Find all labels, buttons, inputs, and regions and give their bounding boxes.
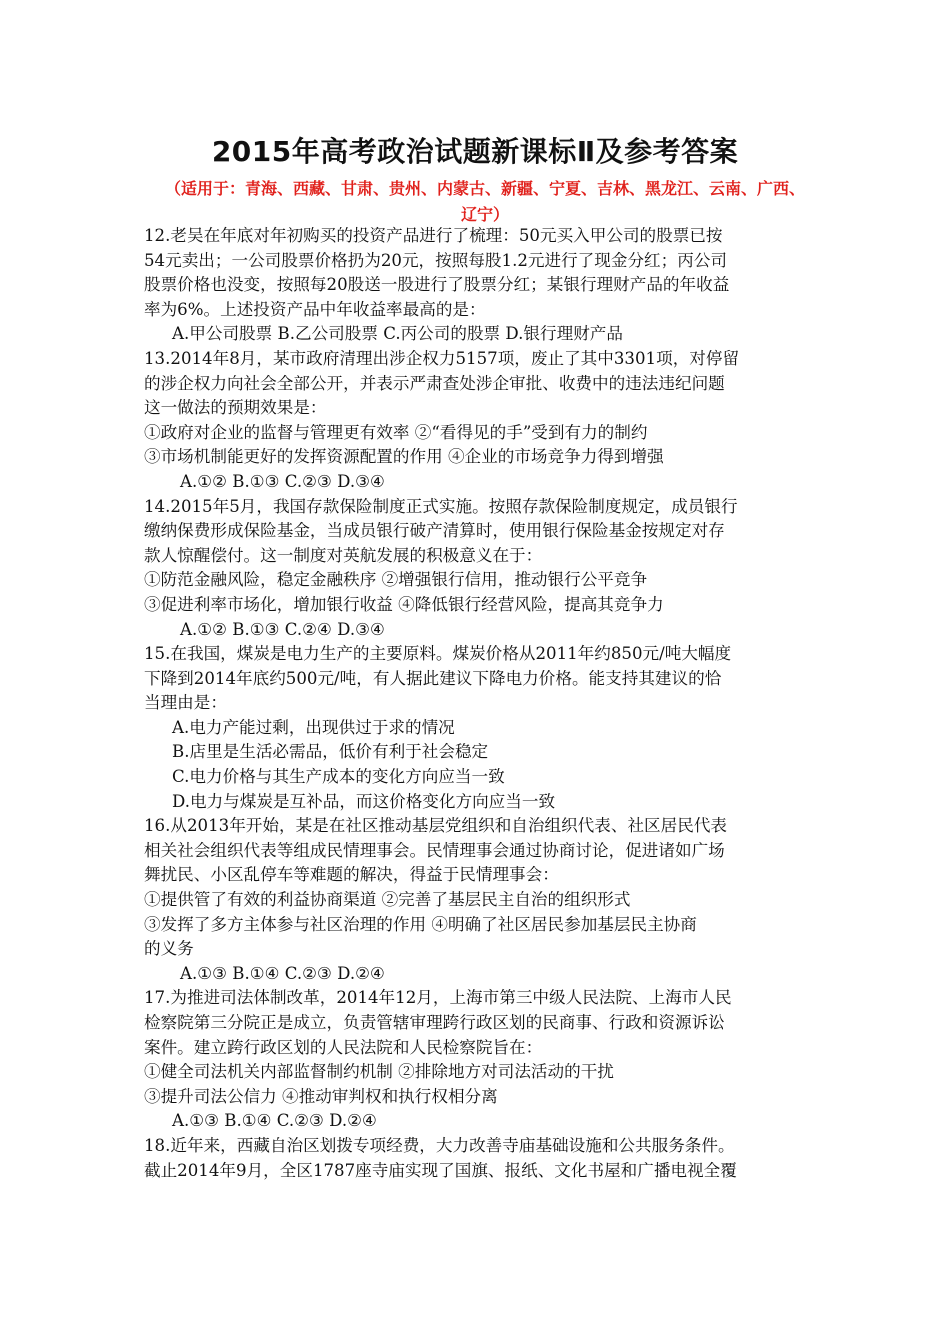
subtitle-line: （适用于：青海、西藏、甘肃、贵州、内蒙古、新疆、宁夏、吉林、黑龙江、云南、广西、 [164,179,805,198]
text-line: 的义务 [144,939,194,959]
answer-options: A.①② B.①③ C.②③ D.③④ [180,471,385,491]
answer-options: A.①③ B.①④ C.②③ D.②④ [172,1111,377,1131]
text-line: 缴纳保费形成保险基金，当成员银行破产清算时，使用银行保险基金按规定对存 [144,521,725,541]
document-title: 2015年高考政治试题新课标Ⅱ及参考答案 [211,135,739,168]
text-line: ①健全司法机关内部监督制约机制 ②排除地方对司法活动的干扰 [144,1062,614,1082]
text-line: 17.为推进司法体制改革，2014年12月，上海市第三中级人民法院、上海市人民 [144,988,732,1008]
answer-option: D.电力与煤炭是互补品，而这价格变化方向应当一致 [172,791,556,811]
text-line: ③提升司法公信力 ④推动审判权和执行权相分离 [144,1086,498,1106]
answer-options: A.甲公司股票 B.乙公司股票 C.丙公司的股票 D.银行理财产品 [172,324,623,344]
text-line: 这一做法的预期效果是： [144,398,327,418]
answer-option: B.店里是生活必需品，低价有利于社会稳定 [172,742,489,762]
answer-option: C.电力价格与其生产成本的变化方向应当一致 [172,767,505,787]
text-line: 案件。建立跨行政区划的人民法院和人民检察院旨在： [144,1037,543,1057]
text-line: ①提供管了有效的利益协商渠道 ②完善了基层民主自治的组织形式 [144,890,631,910]
document-subtitle [140,176,830,228]
text-line: 18.近年来，西藏自治区划拨专项经费，大力改善寺庙基础设施和公共服务条件。 [144,1135,735,1155]
text-line: ①防范金融风险，稳定金融秩序 ②增强银行信用，推动银行公平竞争 [144,570,648,590]
text-line: ①政府对企业的监督与管理更有效率 ②“看得见的手”受到有力的制约 [144,422,648,442]
text-line: ③市场机制能更好的发挥资源配置的作用 ④企业的市场竞争力得到增强 [144,447,664,467]
text-line: 的涉企权力向社会全部公开，并表示严肃查处涉企审批、收费中的违法违纪问题 [144,373,725,393]
text-line: 舞扰民、小区乱停车等难题的解决，得益于民情理事会： [144,865,559,885]
text-line: 检察院第三分院正是成立，负责管辖审理跨行政区划的民商事、行政和资源诉讼 [144,1013,725,1032]
text-line: ③促进利率市场化，增加银行收益 ④降低银行经营风险，提高其竞争力 [144,594,664,614]
text-line: 15.在我国，煤炭是电力生产的主要原料。煤炭价格从2011年约850元/吨大幅度 [144,644,732,664]
subtitle-line: 辽宁） [460,205,509,224]
text-line: 下降到2014年底约500元/吨，有人据此建议下降电力价格。能支持其建议的恰 [144,668,722,688]
text-line: 率为6%。上述投资产品中年收益率最高的是： [144,299,486,319]
document-body [144,224,814,1183]
text-line: 16.从2013年开始，某是在社区推动基层党组织和自治组织代表、社区居民代表 [144,816,728,836]
text-line: 截止2014年9月，全区1787座寺庙实现了国旗、报纸、文化书屋和广播电视全覆 [144,1160,737,1180]
text-line: 14.2015年5月，我国存款保险制度正式实施。按照存款保险制度规定，成员银行 [144,496,738,516]
answer-option: A.电力产能过剩，出现供过于求的情况 [172,717,455,737]
text-line: 54元卖出；一公司股票价格扔为20元，按照每股1.2元进行了现金分红；丙公司 [144,250,728,270]
text-line: 13.2014年8月，某市政府清理出涉企权力5157项，废止了其中3301项，对停留 [144,348,740,368]
answer-options: A.①③ B.①④ C.②③ D.②④ [180,963,385,983]
answer-options: A.①② B.①③ C.②④ D.③④ [180,619,385,639]
text-line: 12.老吴在年底对年初购买的投资产品进行了梳理：50元买入甲公司的股票已按 [144,226,723,245]
text-line: 当理由是： [144,693,227,713]
text-line: 股票价格也没变，按照每20股送一股进行了股票分红；某银行理财产品的年收益 [144,275,730,295]
text-line: 相关社会组织代表等组成民情理事会。民情理事会通过协商讨论，促进诸如广场 [144,840,725,860]
text-line: 款人惊醒偿付。这一制度对英航发展的积极意义在于： [144,545,543,565]
text-line: ③发挥了多方主体参与社区治理的作用 ④明确了社区居民参加基层民主协商 [144,914,697,934]
